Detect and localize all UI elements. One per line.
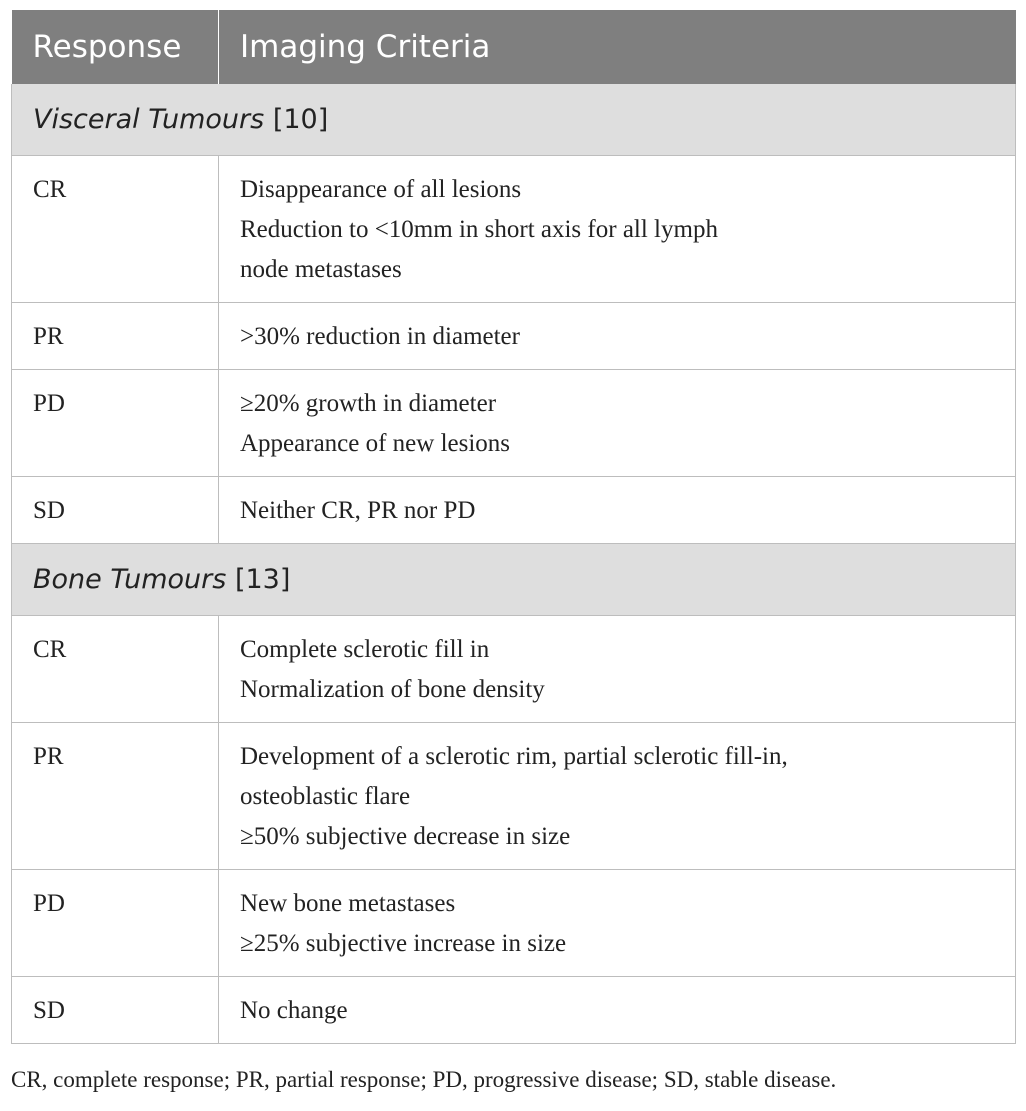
- section-title: Visceral Tumours: [33, 104, 265, 135]
- criteria-line: ≥50% subjective decrease in size: [240, 823, 571, 850]
- section-header: [12, 544, 1016, 616]
- criteria-cell: [219, 616, 1016, 723]
- criteria-line: Neither CR, PR nor PD: [240, 497, 476, 524]
- response-cell: PD: [12, 370, 219, 477]
- criteria-line: ≥20% growth in diameter: [240, 390, 497, 417]
- response-cell: PD: [12, 870, 219, 977]
- criteria-line: >30% reduction in diameter: [240, 323, 520, 350]
- criteria-line: Disappearance of all lesions: [240, 176, 522, 203]
- response-cell: PR: [12, 723, 219, 870]
- section-title: Bone Tumours: [33, 564, 227, 595]
- criteria-line: No change: [240, 997, 348, 1024]
- table-row: [12, 303, 1016, 370]
- response-cell: SD: [12, 977, 219, 1044]
- table-row: [12, 616, 1016, 723]
- header-response: Response: [12, 10, 219, 84]
- criteria-cell: [219, 156, 1016, 303]
- response-cell: PR: [12, 303, 219, 370]
- criteria-cell: [219, 303, 1016, 370]
- header-row: [12, 10, 1016, 84]
- section-row-bone-tumours: [12, 544, 1016, 616]
- table-footnote: CR, complete response; PR, partial response; PD, progressive disease; SD, stable disease.: [11, 1067, 837, 1092]
- response-criteria-table-wrap: [11, 10, 1015, 1044]
- criteria-line: ≥25% subjective increase in size: [240, 930, 567, 957]
- section-row-visceral-tumours: [12, 84, 1016, 156]
- section-reference: [13]: [234, 564, 291, 595]
- table-row: [12, 870, 1016, 977]
- table-header: [12, 10, 1016, 84]
- table-row: [12, 477, 1016, 544]
- criteria-cell: [219, 370, 1016, 477]
- table-row: [12, 156, 1016, 303]
- table-row: [12, 723, 1016, 870]
- table-row: [12, 977, 1016, 1044]
- criteria-cell: [219, 723, 1016, 870]
- response-cell: CR: [12, 156, 219, 303]
- criteria-cell: [219, 977, 1016, 1044]
- criteria-line: node metastases: [240, 256, 402, 283]
- response-cell: SD: [12, 477, 219, 544]
- response-cell: CR: [12, 616, 219, 723]
- criteria-cell: [219, 477, 1016, 544]
- table-body: [12, 84, 1016, 1044]
- section-reference: [10]: [272, 104, 329, 135]
- table-row: [12, 370, 1016, 477]
- criteria-line: New bone metastases: [240, 890, 456, 917]
- criteria-line: Development of a sclerotic rim, partial sclerotic fill-in,: [240, 743, 788, 770]
- section-header: [12, 84, 1016, 156]
- criteria-cell: [219, 870, 1016, 977]
- criteria-line: Complete sclerotic fill in: [240, 636, 490, 663]
- criteria-line: Reduction to <10mm in short axis for all lymph: [240, 216, 718, 243]
- criteria-line: Normalization of bone density: [240, 676, 545, 703]
- criteria-line: osteoblastic flare: [240, 783, 411, 810]
- response-criteria-table: [11, 10, 1016, 1044]
- criteria-line: Appearance of new lesions: [240, 430, 511, 457]
- header-imaging-criteria: Imaging Criteria: [219, 10, 1016, 84]
